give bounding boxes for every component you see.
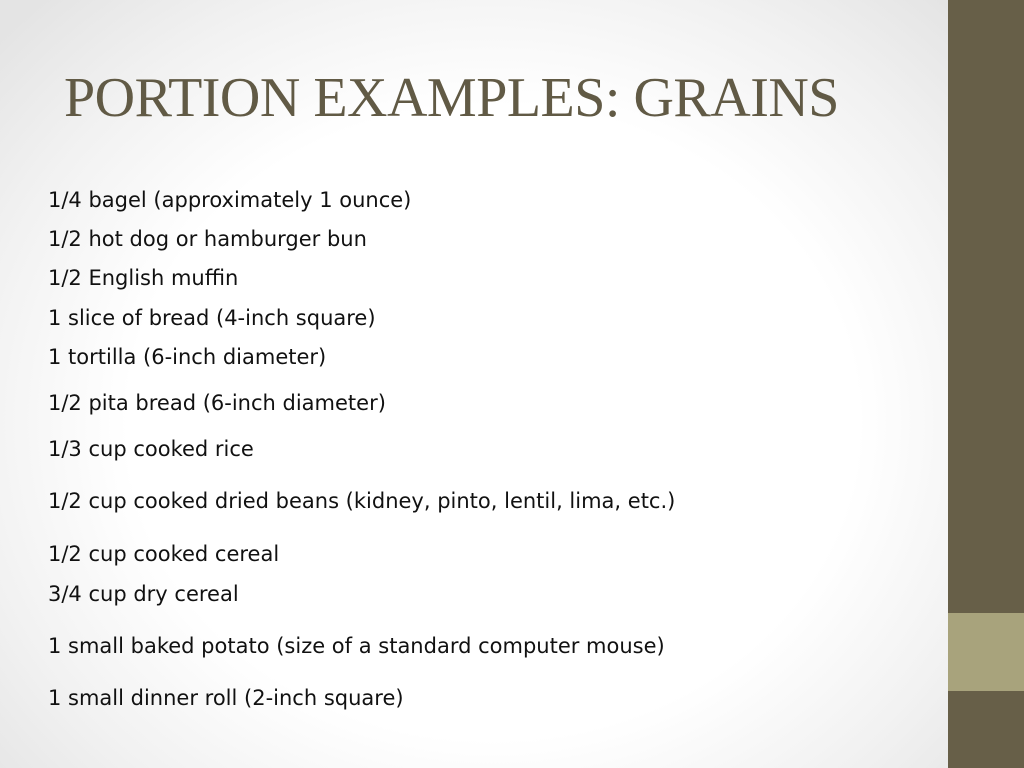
list-item: 1 tortilla (6-inch diameter) (48, 345, 327, 369)
sidebar-band-bottom (948, 691, 1024, 768)
list-item: 1 small dinner roll (2-inch square) (48, 686, 404, 710)
list-item: 1/4 bagel (approximately 1 ounce) (48, 188, 412, 212)
list-item: 1 slice of bread (4-inch square) (48, 306, 376, 330)
list-item: 1/2 English muffin (48, 266, 239, 290)
sidebar-band-top (948, 0, 1024, 613)
sidebar-band-accent (948, 613, 1024, 691)
list-item: 1/2 cup cooked cereal (48, 542, 280, 566)
list-item: 1/2 hot dog or hamburger bun (48, 227, 367, 251)
list-item: 3/4 cup dry cereal (48, 582, 239, 606)
list-item: 1 small baked potato (size of a standard computer mouse) (48, 634, 665, 658)
list-item: 1/2 pita bread (6-inch diameter) (48, 391, 386, 415)
list-item: 1/3 cup cooked rice (48, 437, 254, 461)
slide-title: PORTION EXAMPLES: GRAINS (64, 67, 839, 129)
list-item: 1/2 cup cooked dried beans (kidney, pinto, lentil, lima, etc.) (48, 489, 676, 513)
sidebar-decoration (948, 0, 1024, 768)
